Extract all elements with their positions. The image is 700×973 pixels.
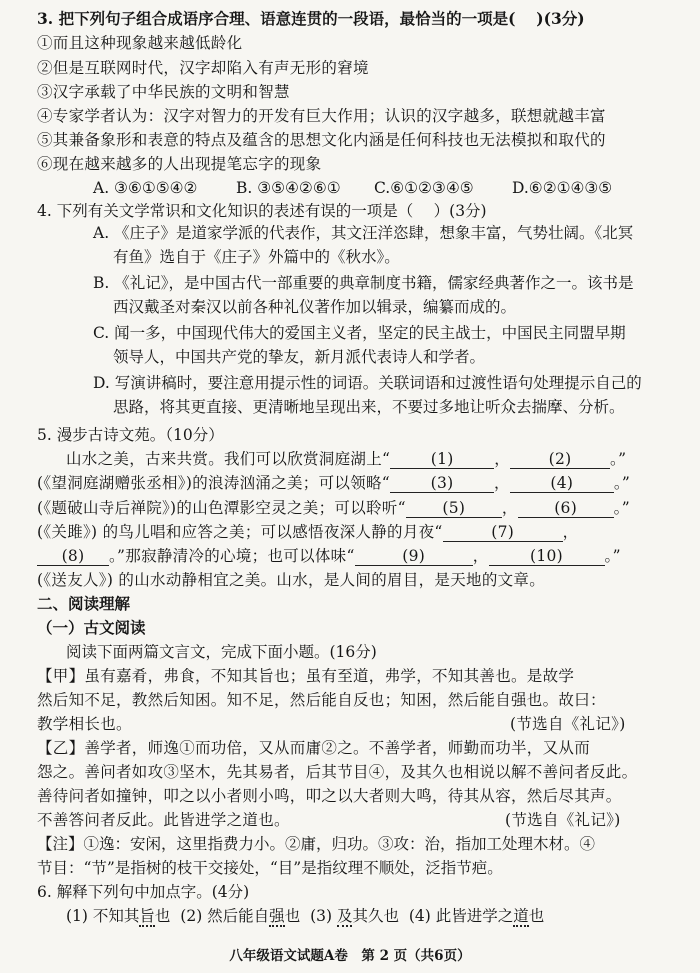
q5-line-6: (《送友人》) 的山水动静相宜之美。山水，是人间的眉目，是天地的文章。 [37,571,546,589]
q5-line-1-text: 山水之美，古来共赏。我们可以欣赏洞庭湖上“ [66,450,391,468]
q5-line-1: 山水之美，古来共赏。我们可以欣赏洞庭湖上“ (1) ， (2) 。” [66,450,627,468]
blank-8[interactable]: (8) [37,547,109,566]
blank-4[interactable]: (4) [510,474,614,493]
q4-option-c-line-2: 领导人，中国共产党的挚友，新月派代表诗人和学者。 [113,348,486,366]
section-2-title: 二、阅读理解 [37,594,131,613]
blank-2[interactable]: (2) [510,450,610,469]
passage-jia-line-1: 【甲】虽有嘉肴，弗食，不知其旨也；虽有至道，弗学，不知其善也。是故学 [37,667,575,685]
q5-line-4-text: (《关雎》) 的鸟儿唱和应答之美；可以感悟夜深人静的月夜“ [37,523,443,541]
q4-option-d-line-1: D. 写演讲稿时，要注意用提示性的词语。关联词语和过渡性语句处理提示自己的 [93,374,642,392]
q6-stem: 6. 解释下列句中加点字。(4分) [37,883,250,901]
blank-5[interactable]: (5) [406,499,502,518]
q4-stem: 4. 下列有关文学常识和文化知识的表述有误的一项是（ ）(3分) [37,202,487,220]
section-2-intro: 阅读下面两篇文言文，完成下面小题。(16分) [66,643,377,661]
note-line-1: 【注】①逸：安闲，这里指费力小。②庸，归功。③攻：治，指加工处理木材。④ [37,835,596,853]
q4-option-a-line-1: A. 《庄子》是道家学派的代表作，其文汪洋恣肆，想象丰富，气势壮阔。《北冥 [93,224,634,242]
dotted-char-2: 强 [269,907,285,925]
q5-line-4: (《关雎》) 的鸟儿唱和应答之美；可以感悟夜深人静的月夜“ (7) ， [37,523,579,541]
passage-jia-line-3: 教学相长也。 [37,715,132,733]
q5-line-5-text: 。”那寂静清冷的心境；也可以体味“ [109,547,355,565]
dotted-char-4: 道 [513,907,529,925]
q3-option-b: B. ③⑤④②⑥① [236,179,341,197]
q4-option-b-line-1: B. 《礼记》，是中国古代一部重要的典章制度书籍，儒家经典著作之一。该书是 [93,274,634,292]
note-line-2: 节目：“节”是指树的枝干交接处，“目”是指纹理不顺处，泛指节疤。 [37,859,503,877]
dotted-char-3: 及 [336,907,353,925]
q3-sentence-4: ④专家学者认为：汉字对智力的开发有巨大作用；认识的汉字越多，联想就越丰富 [37,107,606,125]
passage-yi-line-4: 不善答问者反此。此皆进学之道也。 [37,811,290,829]
q3-option-c: C.⑥①②③④⑤ [374,179,474,197]
q5-line-2: (《望洞庭湖赠张丞相》)的浪涛汹涌之美；可以领略“ (3) ， (4) 。” [37,474,631,492]
q5-stem: 5. 漫步古诗文苑。（10分） [37,426,224,444]
blank-7[interactable]: (7) [443,523,563,542]
blank-6[interactable]: (6) [518,499,614,518]
passage-jia-source: (节选自《礼记》) [510,715,626,733]
q5-line-3-text: (《题破山寺后禅院》)的山色潭影空灵之美；可以聆听“ [37,499,406,517]
blank-3[interactable]: (3) [390,474,494,493]
passage-yi-line-3: 善待问者如撞钟，叩之以小者则小鸣，叩之以大者则大鸣，待其从容，然后尽其声。 [37,787,622,805]
q3-option-a: A. ③⑥①⑤④② [93,179,198,197]
section-2-subtitle: （一）古文阅读 [37,618,146,637]
q3-sentence-1: ①而且这种现象越来越低龄化 [37,34,243,52]
q6-item-1: (1) 不知其旨也 [66,907,171,925]
q4-option-a-line-2: 有鱼》选自于《庄子》外篇中的《秋水》。 [113,248,400,266]
q3-sentence-3: ③汉字承载了中华民族的文明和智慧 [37,83,290,101]
q4-option-b-line-2: 西汉戴圣对秦汉以前各种礼仪著作加以辑录，编纂而成的。 [113,298,517,316]
q3-sentence-5: ⑤其兼备象形和表意的特点及蕴含的思想文化内涵是任何科技也无法模拟和取代的 [37,131,606,149]
q5-line-3: (《题破山寺后禅院》)的山色潭影空灵之美；可以聆听“ (5) ， (6) 。” [37,499,630,517]
q3-option-d: D.⑥②①④③⑤ [512,179,613,197]
q6-items [66,905,544,927]
q6-item-4: (4) 此皆进学之道也 [408,907,545,925]
passage-yi-line-1: 【乙】善学者，师逸①而功倍，又从而庸②之。不善学者，师勤而功半，又从而 [37,739,591,757]
passage-yi-line-2: 怨之。善问者如攻③坚木，先其易者，后其节目④，及其久也相说以解不善问者反此。 [37,763,638,781]
passage-jia-line-2: 然后知不足，教然后知困。知不足，然后能自反也；知困，然后能自强也。故曰： [37,691,606,709]
q3-stem: 3. 把下列句子组合成语序合理、语意连贯的一段语，最恰当的一项是( )(3分) [37,9,585,28]
q5-line-5: (8) 。”那寂静清冷的心境；也可以体味“ (9) ， (10) 。” [37,545,621,567]
q5-line-2-text: (《望洞庭湖赠张丞相》)的浪涛汹涌之美；可以领略“ [37,474,391,492]
dotted-char-1: 旨 [139,907,155,925]
blank-1[interactable]: (1) [390,450,494,469]
page-footer: 八年级语文试题A卷 第 2 页（共6页） [229,948,471,964]
passage-yi-source: (节选自《礼记》) [505,811,621,829]
q4-option-d-line-2: 思路，将其更直接、更清晰地呈现出来，不要过多地让听众去揣摩、分析。 [113,398,625,416]
blank-10[interactable]: (10) [489,547,605,566]
blank-9[interactable]: (9) [355,547,473,566]
q4-option-c-line-1: C. 闻一多，中国现代伟大的爱国主义者，坚定的民主战士，中国民主同盟早期 [93,324,626,342]
q3-sentence-6: ⑥现在越来越多的人出现提笔忘字的现象 [37,155,322,173]
q6-item-2: (2) 然后能自强也 [180,907,301,925]
q3-sentence-2: ②但是互联网时代，汉字却陷入有声无形的窘境 [37,59,369,77]
q6-item-3: (3) 及其久也 [310,907,399,925]
